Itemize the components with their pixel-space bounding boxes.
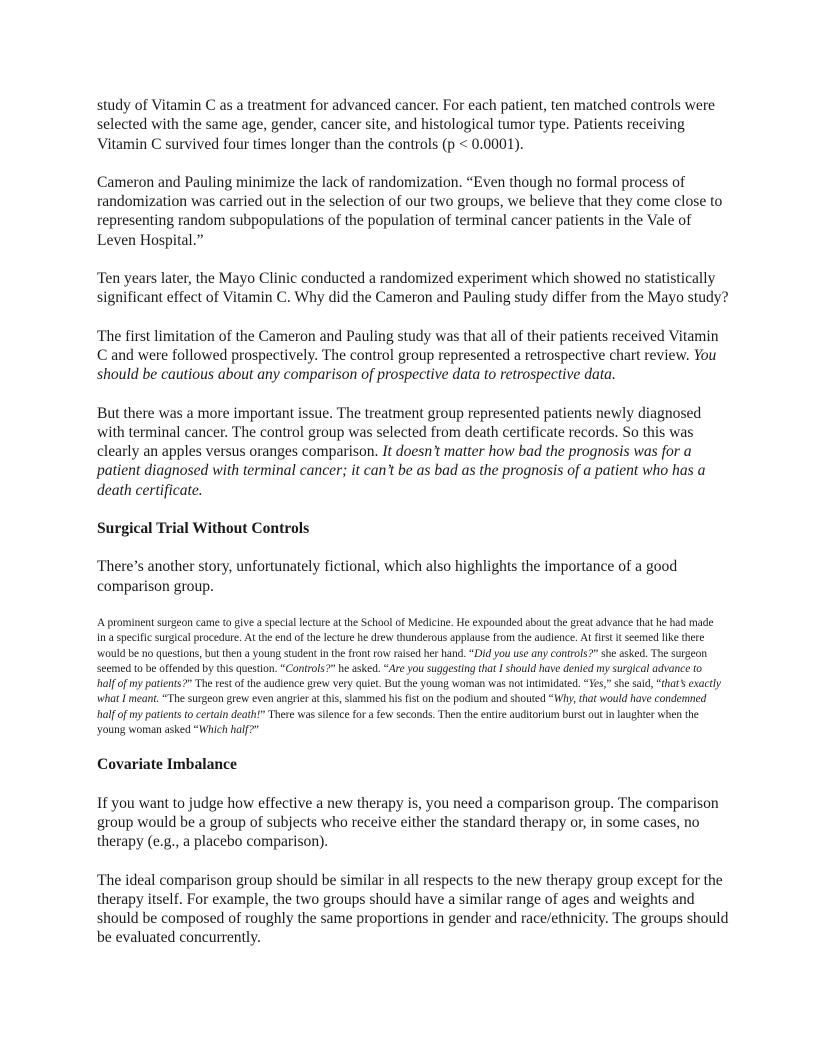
paragraph-text: But there was a more important issue. The treatment group represented patients newly diagnosed with terminal cancer. The control group was selected from death certificate records. So this was clearly an apples versus oranges comparison.: [97, 404, 702, 461]
paragraph-comparison-group: If you want to judge how effective a new therapy is, you need a comparison group. The comparison group would be a group of subjects who receive either the standard therapy or, in some cases, no therapy (e.g., a placebo comparison).: [97, 794, 719, 851]
story-emphasis: Which half?: [198, 724, 254, 737]
paragraph-emphasis: You should be cautious about any comparison of prospective data to retrospective data.: [97, 346, 717, 384]
story-text: ”: [253, 724, 259, 737]
story-emphasis: Did you use any controls?: [474, 647, 594, 660]
surgeon-story-quote: [97, 616, 721, 738]
paragraph-emphasis: It doesn’t matter how bad the prognosis was for a patient diagnosed with terminal cancer; it can’t be as bad as the prognosis of a patient who has a death certificate.: [97, 443, 706, 499]
paragraph-ideal-comparison: The ideal comparison group should be similar in all respects to the new therapy group except for the therapy itself. For example, the two groups should have a similar range of ages and weights and should be composed of roughly the same proportions in gender and race/ethnicity. The groups should be evaluated concurrently.: [97, 871, 729, 947]
story-emphasis: that’s exactly what I meant.: [97, 678, 721, 706]
story-text: A prominent surgeon came to give a special lecture at the School of Medicine. He expounded about the great advance that he had made in a specific surgical procedure. At the end of the lecture he drew thunderous applause from the audience. At first it seemed like there would be no questions, but then a young student in the front row raised her hand. “: [97, 616, 714, 660]
paragraph-mayo-clinic: Ten years later, the Mayo Clinic conducted a randomized experiment which showed no statistically significant effect of Vitamin C. Why did the Cameron and Pauling study differ from the Mayo study?: [97, 270, 729, 307]
paragraph-first-limitation: [97, 327, 729, 385]
heading-surgical-trial: Surgical Trial Without Controls: [97, 520, 310, 538]
story-text: ” There was silence for a few seconds. Then the entire auditorium burst out in laughter when the young woman asked “: [97, 708, 699, 737]
story-emphasis: Are you suggesting that I should have denied my surgical advance to half of my patients?: [97, 662, 702, 691]
story-emphasis: Why, that would have condemned half of my patients to certain death!: [97, 693, 707, 721]
paragraph-vitamin-c-study: study of Vitamin C as a treatment for advanced cancer. For each patient, ten matched controls were selected with the same age, gender, cancer site, and histological tumor type. Patients receiving Vitamin C survived four times longer than the controls (p < 0.0001).: [97, 97, 715, 153]
paragraph-randomization: Cameron and Pauling minimize the lack of randomization. “Even though no formal process of randomization was carried out in the selection of our two groups, we believe that they come close to representing random subpopulations of the population of terminal cancer patients in the Vale of Leven Hospital.”: [97, 173, 723, 249]
paragraph-text: The first limitation of the Cameron and Pauling study was that all of their patients received Vitamin C and were followed prospectively. The control group represented a retrospective chart review.: [97, 327, 719, 364]
story-text: ” he asked. “: [330, 662, 389, 675]
heading-covariate-imbalance: Covariate Imbalance: [97, 756, 237, 774]
paragraph-fictional-story-intro: There’s another story, unfortunately fictional, which also highlights the importance of a good comparison group.: [97, 558, 678, 595]
story-text: ” she asked. The surgeon seemed to be offended by this question. “: [97, 647, 708, 675]
story-emphasis: Yes,: [588, 678, 607, 691]
story-text: ” she said, “: [606, 678, 662, 691]
story-text: “The surgeon grew even angrier at this, slammed his fist on the podium and shouted “: [159, 693, 554, 706]
story-emphasis: Controls?: [285, 662, 331, 675]
document-page: [97, 96, 729, 948]
paragraph-important-issue: [97, 404, 729, 500]
story-text: ” The rest of the audience grew very quiet. But the young woman was not intimidated. “: [187, 678, 589, 691]
